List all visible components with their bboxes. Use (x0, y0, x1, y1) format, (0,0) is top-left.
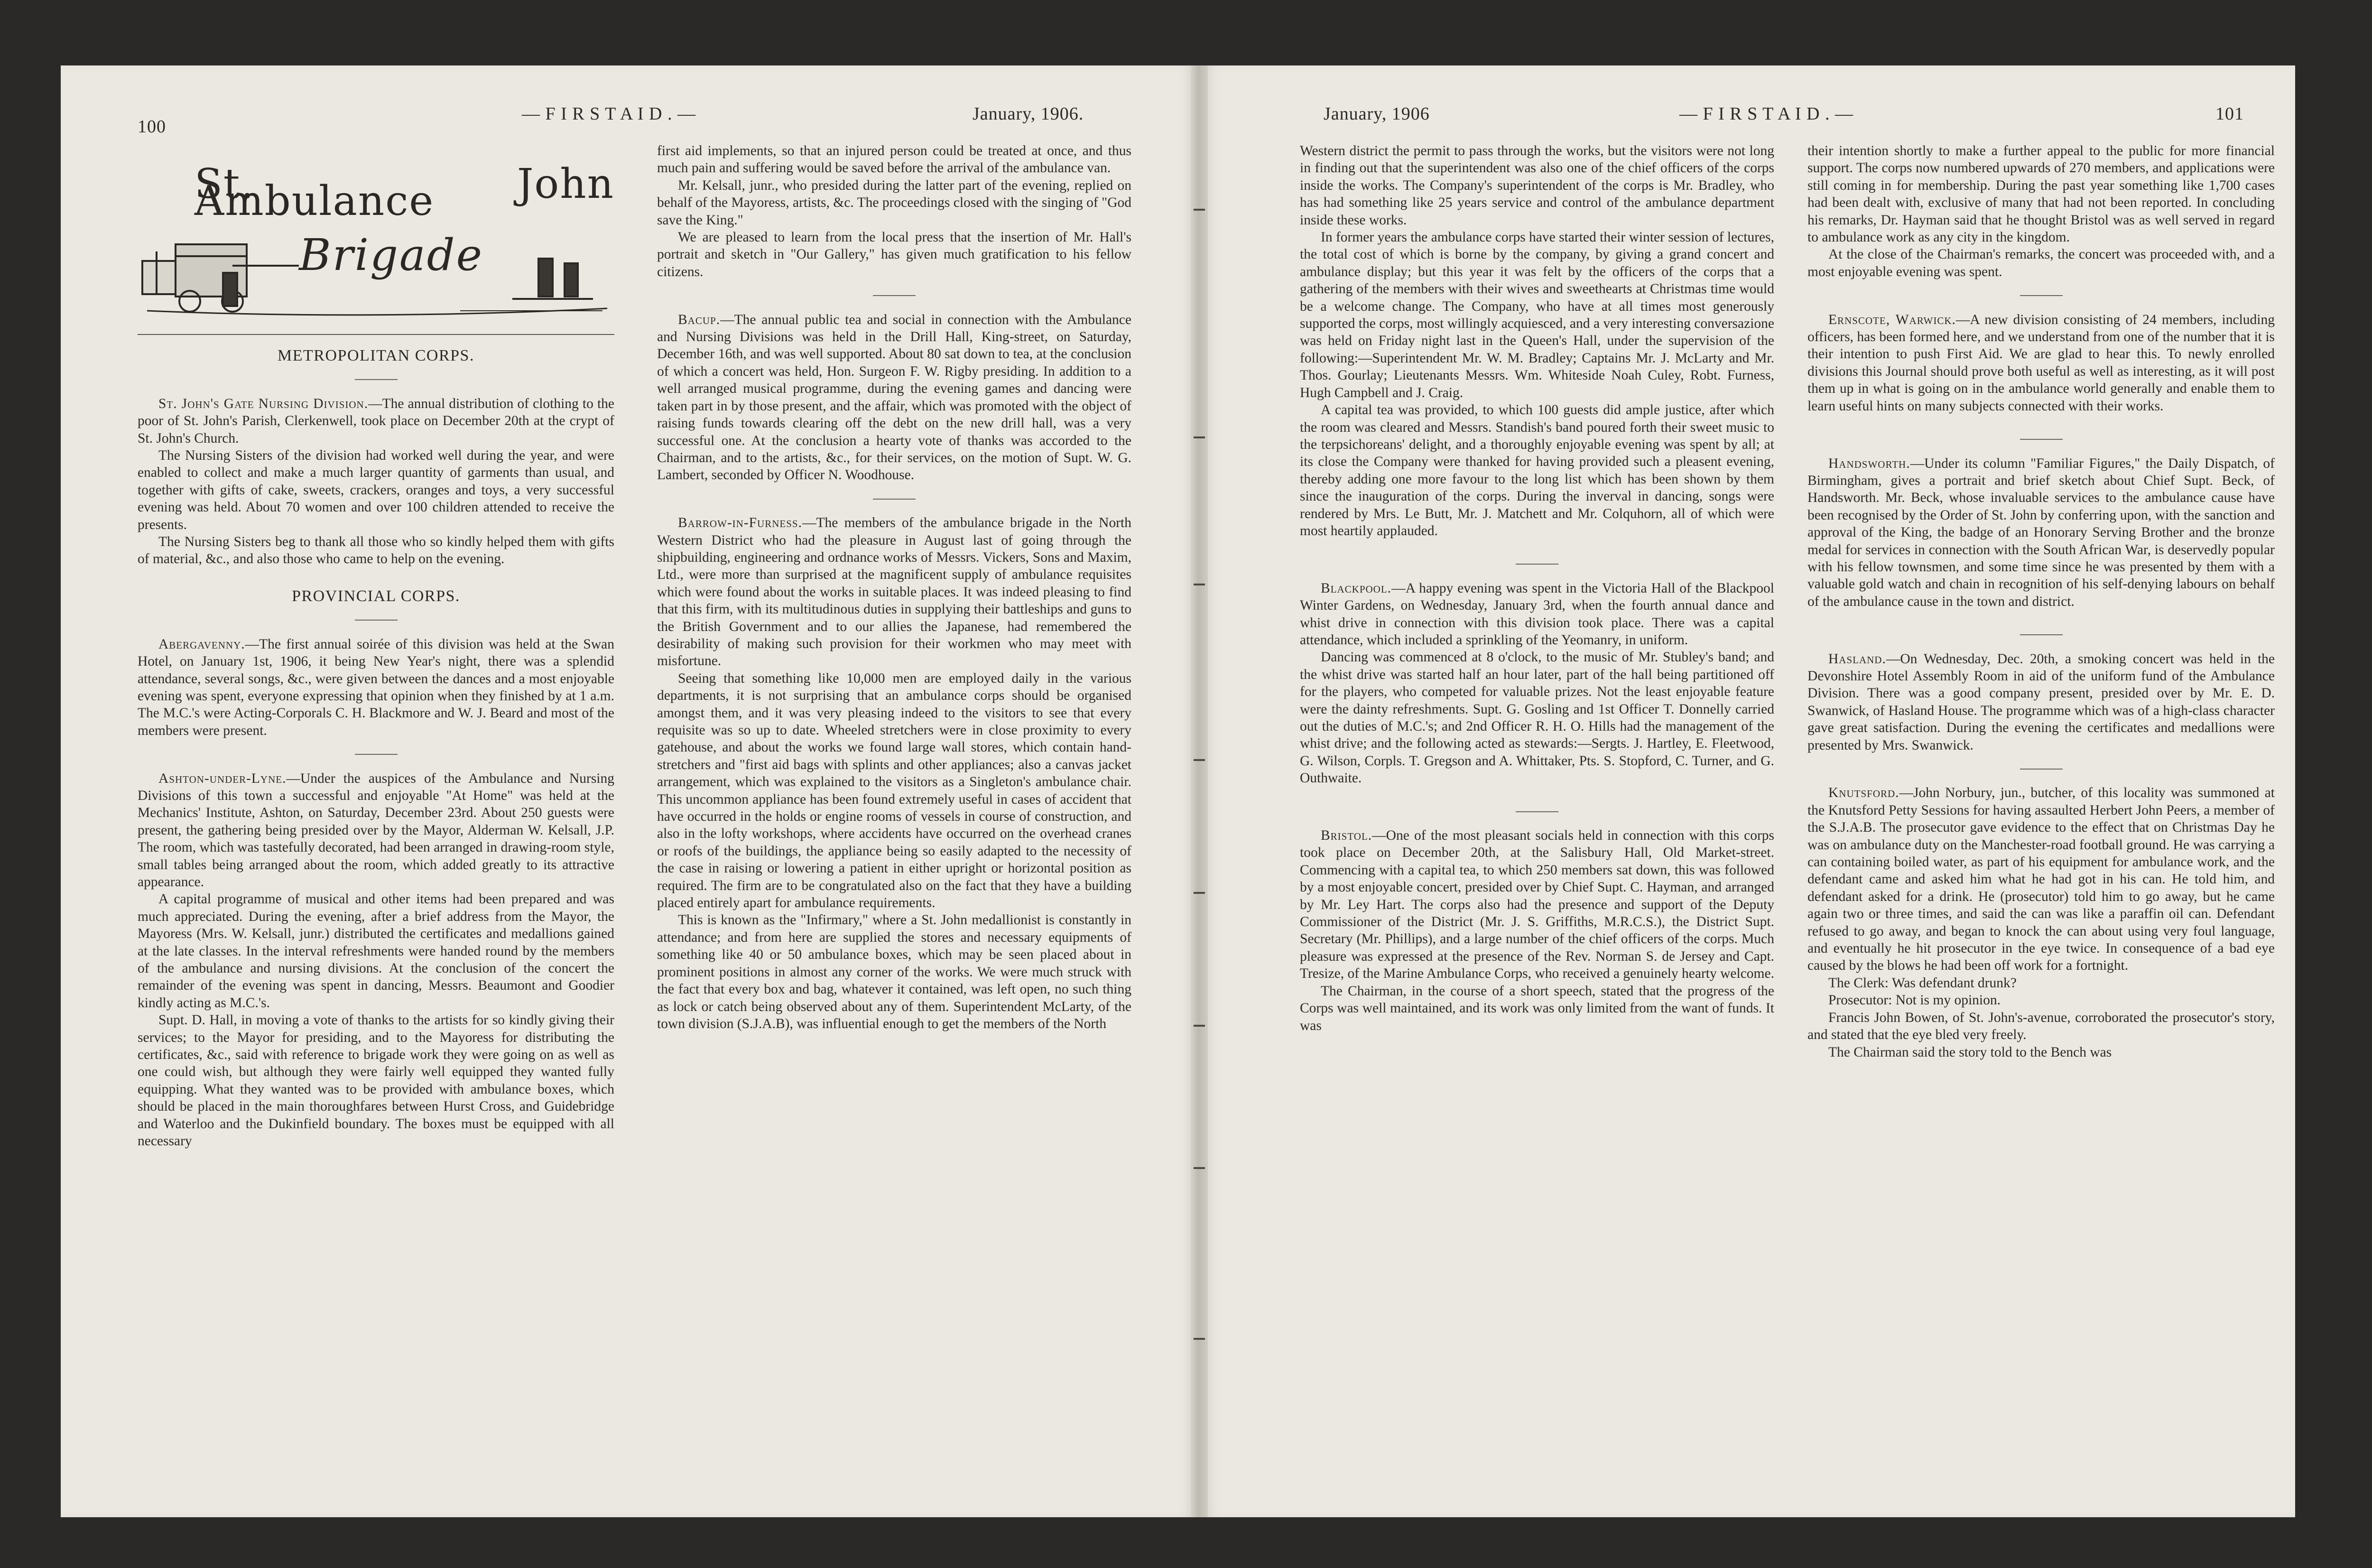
paragraph: Ashton-under-Lyne.—Under the auspices of the Ambulance and Nursing Divisions of this town a successful and enjoyable "At Home" was held at the Mechanics' Institute, Ashton, on Saturday, December 23rd. About 250 guests were present, the gathering being presided over by the Mayor, Alderman W. Kelsall, J.P. The room, which was tastefully decorated, had been arranged in drawing-room style, small tables being arranged about the room, which added greatly to its attractive appearance. (138, 770, 614, 890)
paragraph: Seeing that something like 10,000 men are employed daily in the various departments, it is not surprising that an ambulance corps should be organised amongst them, and it was very pleasing indeed to the visitors to see that every requisite was so up to date. Wheeled stretchers were in close proximity to every gatehouse, and about the works we found large wall stores, which contain hand-stretchers and "first aid bags with splints and other appliances; also a canvas jacket arrangement, which was explained to the visitors as a Singleton's ambulance chair. This uncommon appliance has been found extremely useful in cases of accident that have occurred in the holds or engine rooms of vessels in course of construction, and also in the lofty workshops, where accidents have occurred on the overhead cranes or roofs of the buildings, the appliance being so easily adapted to the necessity of the case in raising or lowering a patient in either upright or horizontal position as required. The firm are to be congratulated also on the fact that they have a building placed entirely apart for ambulance requirements. (657, 670, 1131, 911)
binding-stitch (1194, 584, 1205, 585)
masthead-title-line1: St. John Ambulance (195, 160, 614, 225)
page-number: 101 (2215, 104, 2244, 124)
divider (1807, 427, 2275, 444)
paragraph: Francis John Bowen, of St. John's-avenue, corroborated the prosecutor's story, and stated that the eye bled very freely. (1807, 1010, 2275, 1043)
divider (1300, 799, 1774, 816)
binding-stitch (1194, 1338, 1205, 1340)
running-title: — F I R S T A I D . — (1679, 104, 1853, 124)
divider (1300, 552, 1774, 569)
book-gutter (1191, 65, 1208, 1517)
paragraph: A capital programme of musical and other items had been prepared and was much appreciated. During the evening, after a brief address from the Mayor, the Mayoress (Mrs. W. Kelsall, junr.) distributed the certificates and medallions gained at the late classes. In the interval refreshments were handed round by the members of the ambulance and nursing divisions. At the conclusion of the concert the remainder of the evening was spent in dancing, Messrs. Beaumont and Goodier kindly acting as M.C.'s. (138, 891, 614, 1011)
paragraph: Knutsford.—John Norbury, jun., butcher, of this locality was summoned at the Knutsford Petty Sessions for having assaulted Herbert John Peers, a member of the S.J.A.B. The prosecutor gave evidence to the effect that on Christmas Day he was on ambulance duty on the Manchester-road football ground. He was carrying a can containing boiled water, as part of his equipment for ambulance work, and the defendant came and asked him what he had got in his can. He told him, and defendant asked for a drink. He (prosecutor) told him to go away, but he came again two or three times, and said the can was like a paraffin oil can. Defendant refused to go away, and began to knock the can about using very foul language, and eventually he hit prosecutor in the eye twice. In consequence of a bad eye caused by the blows he had been off work for a fortnight. (1807, 785, 2275, 974)
paragraph: Abergavenny.—The first annual soirée of this division was held at the Swan Hotel, on January 1st, 1906, it being New Year's night, there was a splendid attendance, several songs, &c., were given between the dances and a most enjoyable evening was spent, everyone expressing that opinion when they finished by at 1 a.m. The M.C.'s were Acting-Corporals C. H. Blackmore and W. J. Beard and most of the members were present. (138, 636, 614, 738)
paragraph: their intention shortly to make a further appeal to the public for more financial support. The corps now numbered upwards of 270 members, and applications were still coming in for membership. During the past year something like 1,700 cases had been dealt with, exclusive of many that had not been reported. In concluding his remarks, Dr. Hayman said that he thought Bristol was as well served in regard to ambulance work as any city in the kingdom. (1807, 143, 2275, 245)
paragraph: The Nursing Sisters beg to thank all those who so kindly helped them with gifts of material, &c., and also those who came to help on the evening. (138, 534, 614, 567)
dialogue-line: The Clerk: Was defendant drunk? (1828, 975, 2017, 991)
left-column-2 (657, 142, 1131, 1032)
place-lead: Handsworth. (1828, 455, 1910, 471)
paragraph: The Chairman, in the course of a short speech, stated that the progress of the Corps was well maintained, and its work was only limited from the want of funds. It was (1300, 983, 1774, 1033)
place-lead: Blackpool. (1321, 580, 1392, 596)
divider (138, 367, 614, 384)
place-lead: Knutsford. (1828, 785, 1899, 801)
paragraph: first aid implements, so that an injured person could be treated at once, and thus much pain and suffering would be saved before the arrival of the ambulance van. (657, 143, 1131, 176)
place-lead: Barrow-in-Furness. (678, 515, 802, 531)
section-heading: PROVINCIAL CORPS. (292, 587, 460, 605)
dialogue-line: Prosecutor: Not is my opinion. (1828, 993, 2001, 1008)
paragraph: St. John's Gate Nursing Division.—The annual distribution of clothing to the poor of St. John's Parish, Clerkenwell, took place on December 20th at the crypt of St. John's Church. (138, 396, 614, 446)
place-lead: Abergavenny. (158, 636, 245, 652)
masthead-title-line2: Brigade (299, 230, 484, 280)
divider (1807, 283, 2275, 300)
divider (138, 608, 614, 625)
paragraph: Blackpool.—A happy evening was spent in the Victoria Hall of the Blackpool Winter Gardens, on Wednesday, January 3rd, when the fourth annual dance and whist drive in connection with this division took place. There was a capital attendance, which included a sprinkling of the Yeomanry, in uniform. (1300, 580, 1774, 648)
place-lead: Bacup. (678, 312, 721, 327)
binding-stitch (1194, 209, 1205, 211)
running-title: — F I R S T A I D . — (522, 104, 696, 124)
paragraph: This is known as the "Infirmary," where a St. John medallionist is constantly in attendance; and from here are supplied the stores and necessary equipments of something like 40 or 50 ambulance boxes, which may be seen placed about in prominent positions in almost any corner of the works. We were much struck with the fact that every box and bag, whatever it contained, was left open, no such thing as lock or catch being observed about any of them. Superintendent McLarty, of the town division (S.J.A.B), was influential enough to get the members of the North (657, 912, 1131, 1031)
place-lead: Ernscote, Warwick. (1828, 312, 1956, 327)
right-column-1 (1300, 142, 1774, 1034)
masthead-logo (138, 157, 614, 327)
paragraph: The Chairman said the story told to the Bench was (1828, 1044, 2112, 1060)
place-lead: Bristol. (1321, 828, 1372, 844)
paragraph: A capital tea was provided, to which 100 guests did ample justice, after which the room was cleared and Messrs. Standish's band poured forth their sweet music to the terpsichoreans' delight, and a thoroughly enjoyable evening was spent by all; at its close the Company were thanked for having provided such a pleasent evening, thereby adding one more favour to the long list which has been shown by them since the inauguration of the corps. During the inverval in dancing, songs were rendered by Mrs. Le Butt, Mr. J. Matchett and Mr. Colquhorn, all of which were most heartily applauded. (1300, 402, 1774, 538)
paragraph: At the close of the Chairman's remarks, the concert was proceeded with, and a most enjoyable evening was spent. (1807, 247, 2275, 279)
divider (657, 487, 1131, 504)
paragraph: Ernscote, Warwick.—A new division consisting of 24 members, including officers, has been formed here, and we understand from one of the number that it is their intention to push First Aid. We are glad to hear this. To newly enrolled divisions this Journal should prove both useful as well as interesting, as it will post them up in what is going on in the ambulance world generally and enable them to learn useful hints on many subjects connected with their works. (1807, 312, 2275, 414)
paragraph: Barrow-in-Furness.—The members of the ambulance brigade in the North Western District who had the pleasure in August last of going through the shipbuilding, engineering and ordnance works of Messrs. Vickers, Sons and Maxim, Ltd., were more than surprised at the magnificent supply of ambulance requisites which were found about the works in suitable places. It was indeed pleasing to find that this firm, with its multitudinous duties in supplying their battleships and guns to the British Government and to our allies the Japanese, had remembered the desirability of making such provision for their workmen who may meet with misfortune. (657, 515, 1131, 669)
section-heading: METROPOLITAN CORPS. (278, 347, 474, 364)
paragraph: In former years the ambulance corps have started their winter session of lectures, the total cost of which is borne by the company, by giving a grand concert and ambulance display; but this year it was felt by the officers of the corps that a gathering of the members with their wives and sweethearts at Christmas time would be a welcome change. The Company, who have at all times most generously supported the corps, most willingly acquiesced, and a very interesting conversazione was held on Friday night last in the Queen's Hall, under the supervision of the following:—Superintendent Mr. W. M. Bradley; Captains Mr. J. McLarty and Mr. Thos. Gourlay; Lieutenants Messrs. Wm. Whiteside Noah Culey, Robt. Furness, Hugh Campbell and J. Craig. (1300, 230, 1774, 400)
place-lead: Ashton-under-Lyne. (158, 770, 287, 786)
paragraph: The Nursing Sisters of the division had worked well during the year, and were enabled to collect and make a much larger quantity of garments than usual, and together with gifts of cake, sweets, crackers, oranges and toys, a very successful evening was held. About 70 women and over 100 children attended to receive the presents. (138, 448, 614, 532)
page-number: 100 (138, 117, 166, 137)
issue-date: January, 1906. (973, 104, 1084, 124)
paragraph: Bacup.—The annual public tea and social in connection with the Ambulance and Nursing Divisions was held in the Drill Hall, King-street, on Saturday, December 16th, and was well supported. About 80 sat down to tea, at the conclusion of which a concert was held, Hon. Surgeon F. W. Rigby presiding. In addition to a well arranged musical programme, during the evening games and dancing were taken part in by those present, and the affair, which was promoted with the object of raising funds towards clearing off the debt on the new drill hall, was a very successful one. At the conclusion a hearty vote of thanks was accorded to the Chairman, and to the artists, &c., for their services, on the motion of Supt. W. G. Lambert, seconded by Officer N. Woodhouse. (657, 312, 1131, 483)
paragraph: Bristol.—One of the most pleasant socials held in connection with this corps took place on December 20th, at the Salisbury Hall, Old Market-street. Commencing with a capital tea, to which 250 members sat down, this was followed by a most enjoyable concert, presided over by Chief Supt. C. Hayman, and arranged by Mr. Ley Hart. The corps also had the presence and support of the Deputy Commissioner of the District (Mr. J. S. Griffiths, M.R.C.S.), the District Supt. Secretary (Mr. Phillips), and a large number of the chief officers of the corps. Much pleasure was expressed at the presence of the Rev. Norman S. de Jersey and Capt. Tresize, of the Marine Ambulance Corps, who received a genuinely hearty welcome. (1300, 828, 1774, 982)
divider (1807, 622, 2275, 640)
divider (657, 283, 1131, 300)
paragraph: Supt. D. Hall, in moving a vote of thanks to the artists for so kindly giving their services; to the Mayor for presiding, and to the Mayoress for distributing the certificates, &c., said with reference to brigade work they were going on as well as one could wish, but although they were fairly well equipped they wanted fully equipping. What they wanted was to be provided with ambulance boxes, which should be placed in the main thoroughfares between Hurst Cross, and Guidebridge and Waterloo and the Dukinfield boundary. The boxes must be equipped with all necessary (138, 1012, 614, 1149)
divider (138, 742, 614, 759)
issue-date: January, 1906 (1324, 104, 1430, 124)
divider-rule (138, 334, 614, 335)
paragraph: Handsworth.—Under its column "Familiar Figures," the Daily Dispatch, of Birmingham, gives a portrait and brief sketch about Chief Supt. Beck, of Handsworth. Mr. Beck, whose invaluable services to the ambulance cause have been recognised by the Order of St. John by conferring upon, with the sanction and approval of the King, the badge of an Honorary Serving Brother and the bronze medal for services in connection with the South African War, is deservedly popular with his fellow townsmen, and some time since he was presented by them with a valuable gold watch and chain in recognition of his self-denying labours on behalf of the ambulance cause in the town and district. (1807, 455, 2275, 609)
paragraph: Dancing was commenced at 8 o'clock, to the music of Mr. Stubley's band; and the whist drive was started half an hour later, part of the hall being partitioned off for the players, who competed for valuable prizes. Not the least enjoyable feature were the dainty refreshments. Supt. G. Gosling and 1st Officer T. Donnelly carried out the duties of M.C.'s; and 2nd Officer R. H. O. Hills had the management of the whist drive; and the following acted as stewards:—Sergts. J. Hartley, E. Fleetwood, G. Wilson, Corpls. T. Gregson and A. Whittaker, Pts. S. Stopford, C. Turner, and G. Outhwaite. (1300, 649, 1774, 786)
paragraph: Hasland.—On Wednesday, Dec. 20th, a smoking concert was held in the Devonshire Hotel Assembly Room in aid of the uniform fund of the Ambulance Division. There was a good company present, presided over by Mr. E. D. Swanwick, of Hasland House. The programme which was of a high-class character gave great satisfaction. During the evening the certificates and medallions were presented by Mrs. Swanwick. (1807, 651, 2275, 753)
paragraph: Western district the permit to pass through the works, but the visitors were not long in finding out that the superintendent was also one of the chief officers of the corps inside the works. The Company's superintendent of the corps is Mr. Bradley, who has had something like 25 years service and control of the ambulance department inside these works. (1300, 143, 1774, 228)
paragraph: Mr. Kelsall, junr., who presided during the latter part of the evening, replied on behalf of the Mayoress, artists, &c. The proceedings closed with the singing of "God save the King." (657, 177, 1131, 228)
binding-stitch (1194, 892, 1205, 894)
binding-stitch (1194, 436, 1205, 438)
place-lead: St. John's Gate Nursing Division. (158, 396, 369, 411)
place-lead: Hasland. (1828, 651, 1886, 667)
right-column-2 (1807, 142, 2275, 1061)
left-column-1 (138, 157, 614, 1150)
paragraph: We are pleased to learn from the local press that the insertion of Mr. Hall's portrait and sketch in "Our Gallery," has given much gratification to his fellow citizens. (657, 230, 1131, 279)
binding-stitch (1194, 759, 1205, 761)
binding-stitch (1194, 1167, 1205, 1169)
divider (1807, 757, 2275, 774)
binding-stitch (1194, 1025, 1205, 1027)
